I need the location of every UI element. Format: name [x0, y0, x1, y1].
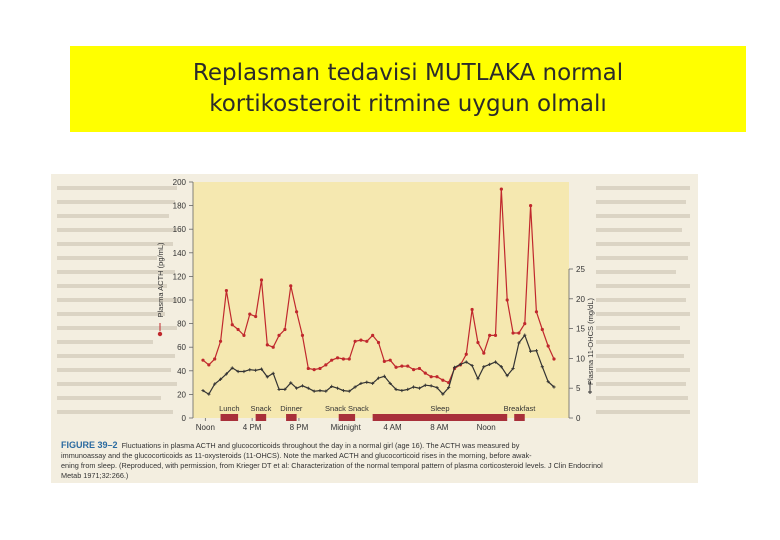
caption-reference-line-1: (Reproduced, with permission, from Krieger DT et al: Characterization of the normal temporal pattern of plasma corticosteroid levels. J Clin Endocrinol [119, 461, 603, 470]
ohcs-data-point [254, 369, 257, 372]
acth-data-point [330, 359, 333, 362]
activity-bar [339, 414, 355, 421]
acth-data-point [482, 352, 485, 355]
left-tick-label: 160 [172, 225, 186, 235]
activity-bar [256, 414, 267, 421]
ohcs-data-point [301, 384, 304, 387]
acth-data-point [289, 284, 292, 287]
right-tick-label: 25 [576, 265, 585, 274]
acth-data-point [307, 367, 310, 370]
acth-data-point [377, 341, 380, 344]
acth-data-point [318, 367, 321, 370]
ohcs-data-point [318, 389, 321, 392]
x-tick-label: Noon [195, 423, 215, 432]
left-tick-label: 180 [172, 201, 186, 211]
activity-label: Snack [250, 404, 272, 413]
caption-line-3: ening from sleep. [61, 461, 117, 470]
acth-data-point [488, 334, 491, 337]
right-tick-label: 20 [576, 294, 585, 304]
acth-data-point [523, 322, 526, 325]
activity-bar [373, 414, 508, 421]
acth-data-point [301, 334, 304, 337]
left-tick-label: 120 [172, 272, 186, 282]
acth-data-point [412, 368, 415, 371]
left-axis-title: Plasma ACTH (pg/mL) [156, 242, 165, 318]
acth-data-point [511, 331, 514, 334]
acth-data-point [348, 357, 351, 360]
activity-label: Lunch [219, 404, 240, 413]
acth-data-point [418, 367, 421, 370]
acth-data-point [313, 368, 316, 371]
acth-data-point [207, 363, 210, 366]
acth-data-point [400, 364, 403, 367]
left-tick-label: 100 [172, 296, 186, 305]
ohcs-data-point [342, 389, 345, 392]
acth-data-point [371, 334, 374, 337]
acth-data-point [476, 341, 479, 344]
ohcs-data-point [488, 363, 491, 366]
x-tick-label: 8 PM [289, 423, 309, 432]
activity-label: Snack Snack [325, 404, 369, 413]
acth-data-point [359, 339, 362, 342]
activity-bar [221, 414, 239, 421]
acth-data-point [430, 375, 433, 378]
acth-data-point [465, 353, 468, 356]
acth-data-point [277, 334, 280, 337]
x-tick-label: 4 AM [383, 423, 402, 432]
ohcs-data-point [242, 370, 245, 373]
figure-caption [61, 440, 691, 481]
ohcs-data-point [365, 381, 368, 384]
acth-data-point [547, 344, 550, 347]
left-tick-label: 200 [172, 178, 186, 187]
acth-data-point [500, 187, 503, 190]
acth-data-point [272, 346, 275, 349]
left-tick-label: 20 [177, 390, 186, 400]
acth-data-point [424, 372, 427, 375]
acth-data-point [552, 357, 555, 360]
ohcs-data-point [400, 389, 403, 392]
acth-data-point [266, 343, 269, 346]
left-tick-label: 140 [172, 248, 186, 258]
caption-line-1: Fluctuations in plasma ACTH and glucocorticoids throughout the day in a normal girl (age 16). The ACTH was measured by [121, 441, 520, 450]
slide-title-box [70, 46, 746, 132]
acth-data-point [517, 331, 520, 334]
x-tick-label: 8 AM [430, 423, 449, 432]
activity-label: Dinner [280, 404, 303, 413]
acth-series-line [203, 189, 554, 383]
ohcs-data-point [277, 388, 280, 391]
right-tick-label: 10 [576, 354, 585, 364]
acth-data-point [242, 334, 245, 337]
acth-data-point [389, 359, 392, 362]
acth-data-point [283, 328, 286, 331]
acth-data-point [237, 328, 240, 331]
acth-data-point [471, 308, 474, 311]
acth-data-point [541, 328, 544, 331]
acth-data-point [435, 375, 438, 378]
acth-data-point [201, 359, 204, 362]
ohcs-data-point [535, 349, 538, 352]
activity-label: Sleep [430, 404, 450, 413]
ohcs-data-point [412, 385, 415, 388]
right-tick-label: 5 [576, 384, 581, 394]
acth-data-point [213, 357, 216, 360]
caption-line-2: immunoassay and the glucocorticoids as 11-oxysteroids (11-OHCS). Note the marked ACTH and glucocorticoid rises in the morning, before awak- [61, 451, 532, 460]
left-tick-label: 0 [181, 414, 186, 423]
left-tick-label: 40 [177, 366, 186, 376]
acth-data-point [260, 278, 263, 281]
right-axis-title: Plasma 11-OHCS (mg/dL) [586, 298, 595, 385]
acth-data-point [342, 357, 345, 360]
left-tick-label: 60 [177, 343, 186, 353]
activity-bar [514, 414, 525, 421]
acth-data-point [394, 366, 397, 369]
acth-data-point [248, 313, 251, 316]
right-tick-label: 15 [576, 324, 585, 334]
acth-data-point [506, 298, 509, 301]
acth-data-point [231, 323, 234, 326]
acth-data-point [383, 360, 386, 363]
x-tick-label: Noon [476, 423, 496, 432]
acth-data-point [336, 356, 339, 359]
ohcs-data-point [248, 368, 251, 371]
ohcs-data-point [529, 350, 532, 353]
acth-data-point [324, 363, 327, 366]
acth-data-point [354, 340, 357, 343]
acth-data-point [365, 340, 368, 343]
acth-data-point [219, 340, 222, 343]
chart-svg [51, 174, 698, 436]
activity-bar [286, 414, 297, 421]
ohcs-data-point [406, 388, 409, 391]
activity-label: Breakfast [503, 404, 536, 413]
acth-data-point [295, 310, 298, 313]
x-tick-label: 4 PM [242, 423, 262, 432]
caption-reference-line-2: Metab 1971;32:266.) [61, 471, 129, 480]
x-tick-label: Midnight [330, 423, 361, 432]
left-axis-legend-marker [158, 332, 162, 336]
acth-data-point [406, 364, 409, 367]
slide-title-line-2: kortikosteroit ritmine uygun olmalı [209, 91, 607, 117]
slide-title-line-1: Replasman tedavisi MUTLAKA normal [192, 60, 624, 86]
left-tick-label: 80 [177, 319, 186, 329]
textbook-figure-scan [51, 174, 698, 483]
right-tick-label: 0 [576, 414, 581, 423]
acth-data-point [225, 289, 228, 292]
acth-data-point [535, 310, 538, 313]
figure-label: FIGURE 39–2 [61, 440, 118, 450]
acth-data-point [441, 379, 444, 382]
ohcs-data-point [336, 387, 339, 390]
acth-data-point [254, 315, 257, 318]
acth-data-point [529, 204, 532, 207]
ohcs-data-point [541, 365, 544, 368]
acth-data-point [494, 334, 497, 337]
ohcs-data-point [430, 384, 433, 387]
